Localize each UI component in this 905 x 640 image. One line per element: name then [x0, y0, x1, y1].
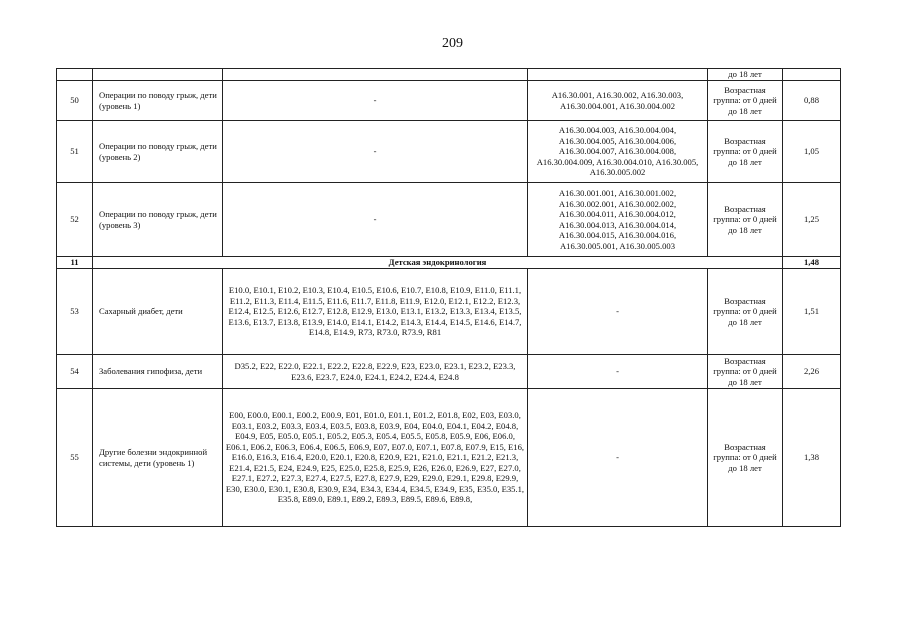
row-name: Операции по поводу грыж, дети (уровень 3) [93, 183, 223, 257]
row-criteria: Возрастная группа: от 0 дней до 18 лет [708, 389, 783, 527]
row-services: - [528, 269, 708, 355]
row-diagnoses: - [223, 183, 528, 257]
row-coefficient: 1,51 [783, 269, 841, 355]
row-number: 51 [57, 121, 93, 183]
row-name: Другие болезни эндокринной системы, дети (уровень 1) [93, 389, 223, 527]
row-coefficient: 2,26 [783, 355, 841, 389]
num-cell [57, 69, 93, 81]
row-number: 55 [57, 389, 93, 527]
table-row [57, 269, 841, 355]
row-services: - [528, 389, 708, 527]
row-name: Сахарный диабет, дети [93, 269, 223, 355]
row-services: - [528, 355, 708, 389]
row-number: 54 [57, 355, 93, 389]
row-criteria: Возрастная группа: от 0 дней до 18 лет [708, 269, 783, 355]
row-diagnoses: E10.0, E10.1, E10.2, E10.3, E10.4, E10.5, E10.6, E10.7, E10.8, E10.9, E11.0, E11.1, E11.2, E11.3, E11.4, E11.5, E11.6, E11.7, E11.8, E11.9, E12.0, E12.1, E12.2, E12.3, E12.4, E12.5, E12.6, E12.7, E12.8, E12.9, E13.0, E13.1, E13.2, E13.3, E13.4, E13.5, E13.6, E13.7, E13.8, E13.9, E14.0, E14.1, E14.2, E14.3, E14.4, E14.5, E14.6, E14.7, E14.8, E14.9, R73, R73.0, R73.9, R81 [223, 269, 528, 355]
row-number: 50 [57, 81, 93, 121]
table-row [57, 183, 841, 257]
name-cell [93, 69, 223, 81]
row-criteria: Возрастная группа: от 0 дней до 18 лет [708, 81, 783, 121]
row-diagnoses: E00, E00.0, E00.1, E00.2, E00.9, E01, E01.0, E01.1, E01.2, E01.8, E02, E03, E03.0, E03.1, E03.2, E03.3, E03.4, E03.5, E03.8, E03.9, E04, E04.0, E04.1, E04.2, E04.8, E04.9, E05, E05.0, E05.1, E05.2, E05.3, E05.4, E05.5, E05.8, E05.9, E06, E06.0, E06.1, E06.2, E06.3, E06.4, E06.5, E06.9, E07, E07.0, E07.1, E07.8, E07.9, E15, E16, E16.0, E16.3, E16.4, E20.0, E20.1, E20.8, E20.9, E21, E21.0, E21.1, E21.2, E21.3, E21.4, E21.5, E24, E24.9, E25, E25.0, E25.8, E25.9, E26, E26.0, E26.9, E27, E27.0, E27.1, E27.2, E27.3, E27.4, E27.5, E27.8, E27.9, E29, E29.0, E29.1, E29.8, E29.9, E30, E30.0, E30.1, E30.8, E30.9, E34, E34.3, E34.4, E34.5, E34.9, E35, E35.0, E35.1, E35.8, E89.0, E89.1, E89.2, E89.3, E89.5, E89.6, E89.8, [223, 389, 528, 527]
page-number: 209 [442, 36, 463, 51]
section-title: Детская эндокринология [93, 257, 783, 269]
row-coefficient: 1,25 [783, 183, 841, 257]
section-coefficient: 1,48 [783, 257, 841, 269]
table-row [57, 389, 841, 527]
row-coefficient: 1,38 [783, 389, 841, 527]
coef-cell [783, 69, 841, 81]
ksg-table [56, 68, 841, 527]
row-name: Операции по поводу грыж, дети (уровень 1) [93, 81, 223, 121]
row-services: A16.30.001, A16.30.002, A16.30.003, A16.30.004.001, A16.30.004.002 [528, 81, 708, 121]
criteria-cell: до 18 лет [708, 69, 783, 81]
table-row [57, 81, 841, 121]
row-services: A16.30.004.003, A16.30.004.004, A16.30.004.005, A16.30.004.006, A16.30.004.007, A16.30.004.008, A16.30.004.009, A16.30.004.010, A16.30.005, A16.30.005.002 [528, 121, 708, 183]
table-row [57, 121, 841, 183]
row-criteria: Возрастная группа: от 0 дней до 18 лет [708, 355, 783, 389]
diagnoses-cell [223, 69, 528, 81]
row-criteria: Возрастная группа: от 0 дней до 18 лет [708, 183, 783, 257]
row-diagnoses: - [223, 121, 528, 183]
row-coefficient: 1,05 [783, 121, 841, 183]
services-cell [528, 69, 708, 81]
row-services: A16.30.001.001, A16.30.001.002, A16.30.002.001, A16.30.002.002, A16.30.004.011, A16.30.004.012, A16.30.004.013, A16.30.004.014, A16.30.004.015, A16.30.004.016, A16.30.005.001, A16.30.005.003 [528, 183, 708, 257]
row-number: 52 [57, 183, 93, 257]
row-criteria: Возрастная группа: от 0 дней до 18 лет [708, 121, 783, 183]
table-row [57, 69, 841, 81]
row-name: Операции по поводу грыж, дети (уровень 2) [93, 121, 223, 183]
row-number: 53 [57, 269, 93, 355]
row-name: Заболевания гипофиза, дети [93, 355, 223, 389]
section-number: 11 [57, 257, 93, 269]
row-diagnoses: D35.2, E22, E22.0, E22.1, E22.2, E22.8, E22.9, E23, E23.0, E23.1, E23.2, E23.3, E23.6, E23.7, E24.0, E24.1, E24.2, E24.4, E24.8 [223, 355, 528, 389]
section-header-row [57, 257, 841, 269]
row-diagnoses: - [223, 81, 528, 121]
table-row [57, 355, 841, 389]
row-coefficient: 0,88 [783, 81, 841, 121]
